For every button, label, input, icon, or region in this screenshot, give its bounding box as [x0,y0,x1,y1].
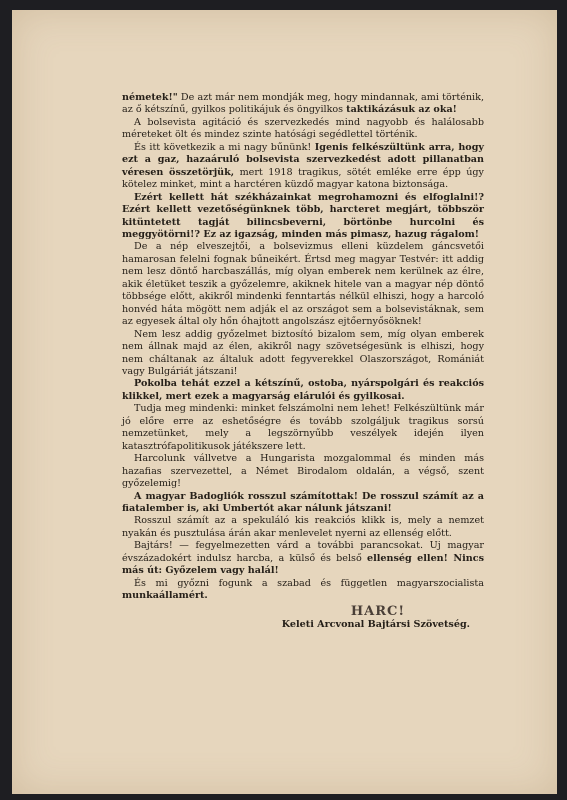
paragraph [122,142,484,192]
bold-text: Ezért kellett hát székházainkat megrohamozni és elfoglalni!? Ezért kellett vezetőségünknek több, harcteret megjárt, többször kitüntetett tagját bilincsbeverni, börtönbe hurcolni és meggyötörni!? [122,191,484,240]
body-text: Nem lesz addig győzelmet biztosító bizalom sem, míg olyan emberek nem állnak majd az élen, akikről nagy szövetségesünk is elhiszi, hogy nem cháltanak az általuk adott fegyverekkel Olaszországot, Romániát vagy Bulgáriát játszani! [122,328,484,377]
paragraph [122,192,484,242]
document-page [12,10,557,794]
body-text: És itt következik a mi nagy bűnünk! [134,141,315,153]
body-text: Harcolunk vállvetve a Hungarista mozgalommal és minden más hazafias szervezettel, a Német Birodalom oldalán, a végső, szent győzelemig! [122,453,484,490]
bold-text: munkaállamért. [122,590,208,602]
paragraph [122,403,484,453]
paragraph [122,515,484,540]
body-text: mert 1918 tragikus, sötét emléke erre épp úgy kötelez minket, mint a harctéren küzdő magyar katona biztonsága. [122,166,484,191]
body-text: És mi győzni fogunk a szabad és független magyarszocialista [134,577,484,589]
paragraph [122,117,484,142]
body-text: A bolsevista agitáció és szervezkedés mind nagyobb és halálosabb méreteket ölt és mindez szinte hatósági segédlettel történik. [122,116,484,141]
bold-text: ellenség ellen! Nincs más út: Győzelem vagy halál! [122,552,484,577]
bold-text: A magyar Badogliók rosszul számítottak! De rosszul számít az a fiatalember is, aki Umbertót akar nálunk játszani! [122,490,484,514]
paragraph [122,540,484,577]
paragraph [122,241,484,328]
body-text: Bajtárs! — fegyelmezetten várd a további parancsokat. Uj magyar évszázadokért indulsz harcba, a külső és belső [122,540,484,564]
body-text: De azt már nem mondják meg, hogy mindannak, ami történik, az ő kétszínű, gyilkos politikájuk és öngyilkos [122,92,484,116]
bold-text: taktikázásuk az oka! [346,104,457,116]
signature: Keleti Arcvonal Bajtársi Szövetség. [281,619,470,631]
bold-text: Ez az igazság, minden más pimasz, hazug rágalom! [203,228,479,240]
bold-text: németek!" [122,92,178,103]
closing-slogan: HARC! [350,603,406,619]
paragraph [122,491,484,516]
paragraph [122,453,484,490]
bold-text: Pokolba tehát ezzel a kétszínű, ostoba, nyárspolgári és reakciós klikkel, mert ezek a magyarság elárulói és gyilkosai. [122,378,484,402]
body-text: De a nép elveszejtői, a bolsevizmus elleni küzdelem gáncsvetői hamarosan felelni fognak bűneikért. Értsd meg magyar Testvér: itt addig nem lesz döntő harcbaszállás, míg olyan emberek nem kerülnek az élre, akik életüket teszik a győzelemre, akiknek hitele van a magyar nép döntő többsége előtt, akikről mindenki fenntartás nélkül elhiszi, hogy a harcoló honvéd háta mögött nem adják el az országot sem a bolsevistáknak, sem az egyesek által oly hőn óhajtott angolszász ejtőernyősöknek! [122,241,484,328]
body-text: Rosszul számít az a spekuláló kis reakciós klikk is, mely a nemzet nyakán és pusztulása árán akar menlevelet nyerni az ellenség előtt. [122,515,484,539]
paragraph [122,329,484,379]
leaflet-text [122,92,484,631]
bold-text: Igenis felkészültünk arra, hogy ezt a gaz, hazaáruló bolsevista szervezkedést adott pillanatban véresen összetörjük, [122,141,484,178]
paragraph [122,378,484,403]
body-text: Tudja meg mindenki: minket felszámolni nem lehet! Felkészültünk már jó előre erre az eshetőségre és tovább szolgáljuk tragikus sorsú nemzetünket, mely a legszörnyűbb veszélyek idején ilyen katasztrófapolitikusok játékszere lett. [122,403,484,452]
paragraph [122,92,484,117]
paragraph [122,578,484,603]
